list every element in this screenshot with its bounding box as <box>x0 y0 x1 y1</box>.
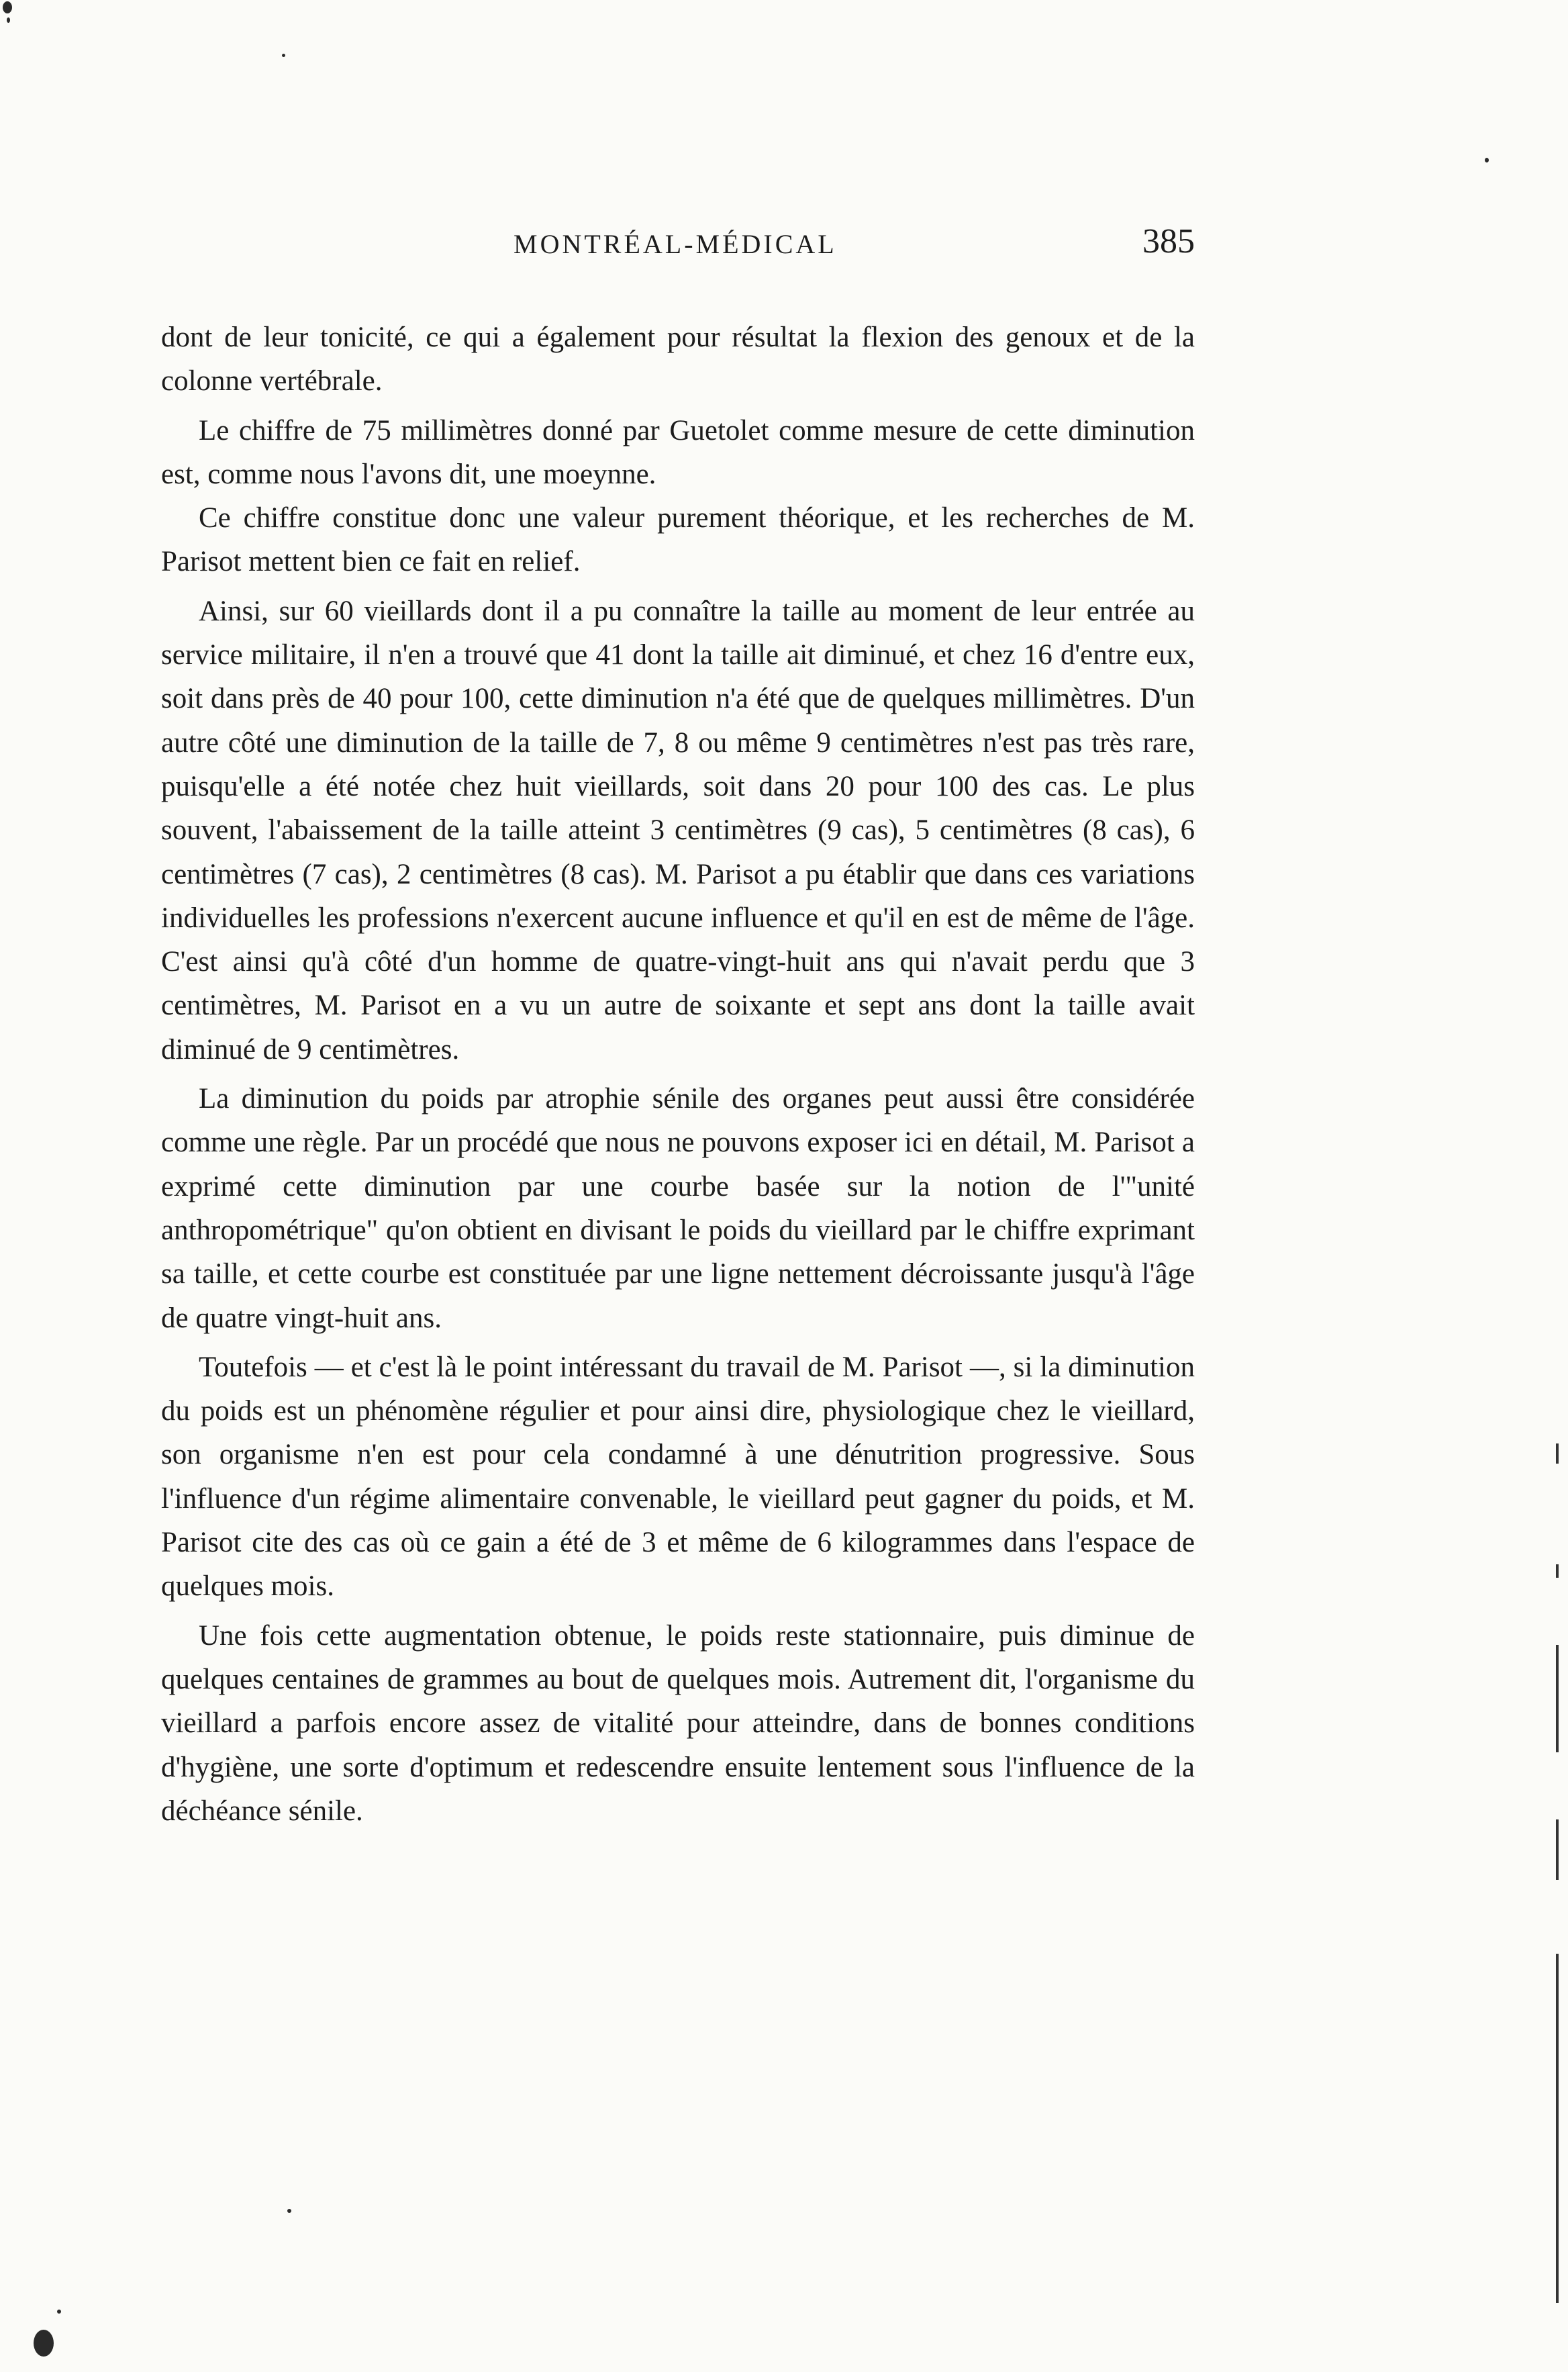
ink-speck <box>57 2310 61 2314</box>
running-title: MONTRÉAL-MÉDICAL <box>513 229 837 259</box>
paragraph: Ainsi, sur 60 vieillards dont il a pu connaître la taille au moment de leur entrée au service militaire, il n'en a trouvé que 41 dont la taille ait diminué, et chez 16 d'entre eux, soit dans près de 40 pour 100, cette diminution n'a été que de quelques millimètres. D'un autre côté une diminution de la taille de 7, 8 ou même 9 centimètres n'est pas très rare, puisqu'elle a été notée chez huit vieillards, soit dans 20 pour 100 des cas. Le plus souvent, l'abaissement de la taille atteint 3 centimètres (9 cas), 5 centimètres (8 cas), 6 centimètres (7 cas), 2 centimètres (8 cas). M. Parisot a pu établir que dans ces variations individuelles les professions n'exercent aucune influence et qu'il en est de même de l'âge. C'est ainsi qu'à côté d'un homme de quatre-vingt-huit ans qui n'avait perdu que 3 centimètres, M. Parisot en a vu un autre de soixante et sept ans dont la taille avait diminué de 9 centimètres. <box>161 595 1195 1065</box>
paragraph: Ce chiffre constitue donc une valeur purement théorique, et les recherches de M. Parisot mettent bien ce fait en relief. <box>161 502 1195 578</box>
body-text <box>161 316 1195 1838</box>
paragraph: Toutefois — et c'est là le point intéressant du travail de M. Parisot —, si la diminution du poids est un phénomène régulier et pour ainsi dire, physiologique chez le vieillard, son organisme n'en est pour cela condamné à une dénutrition progressive. Sous l'influence d'un régime alimentaire convenable, le vieillard peut gagner du poids, et M. Parisot cite des cas où ce gain a été de 3 et même de 6 kilogrammes dans l'espace de quelques mois. <box>161 1351 1195 1603</box>
page-edge-marks <box>1548 1443 1568 2316</box>
paragraph: La diminution du poids par atrophie sénile des organes peut aussi être considérée comme une règle. Par un procédé que nous ne pouvons exposer ici en détail, M. Parisot a exprimé cette diminution par une courbe basée sur la notion de l'"unité anthropométrique" qu'on obtient en divisant le poids du vieillard par le chiffre exprimant sa taille, et cette courbe est constituée par une ligne nettement décroissante jusqu'à l'âge de quatre vingt-huit ans. <box>161 1083 1195 1334</box>
running-head <box>161 222 1195 275</box>
paragraph: Le chiffre de 75 millimètres donné par Guetolet comme mesure de cette diminution est, comme nous l'avons dit, une moeynne. <box>161 414 1195 490</box>
ink-speck <box>7 17 10 23</box>
paragraph: dont de leur tonicité, ce qui a également pour résultat la flexion des genoux et de la colonne vertébrale. <box>161 322 1195 397</box>
ink-speck <box>1485 158 1489 162</box>
ink-speck <box>282 54 285 57</box>
paragraph: Une fois cette augmentation obtenue, le poids reste stationnaire, puis diminue de quelques centaines de grammes au bout de quelques mois. Autrement dit, l'organisme du vieillard a parfois encore assez de vitalité pour atteindre, dans de bonnes conditions d'hygiène, une sorte d'optimum et redescendre ensuite lentement sous l'influence de la déchéance sénile. <box>161 1619 1195 1827</box>
ink-speck <box>34 2330 54 2357</box>
page-number: 385 <box>1142 222 1195 260</box>
ink-speck <box>287 2209 291 2213</box>
ink-speck <box>3 1 12 13</box>
